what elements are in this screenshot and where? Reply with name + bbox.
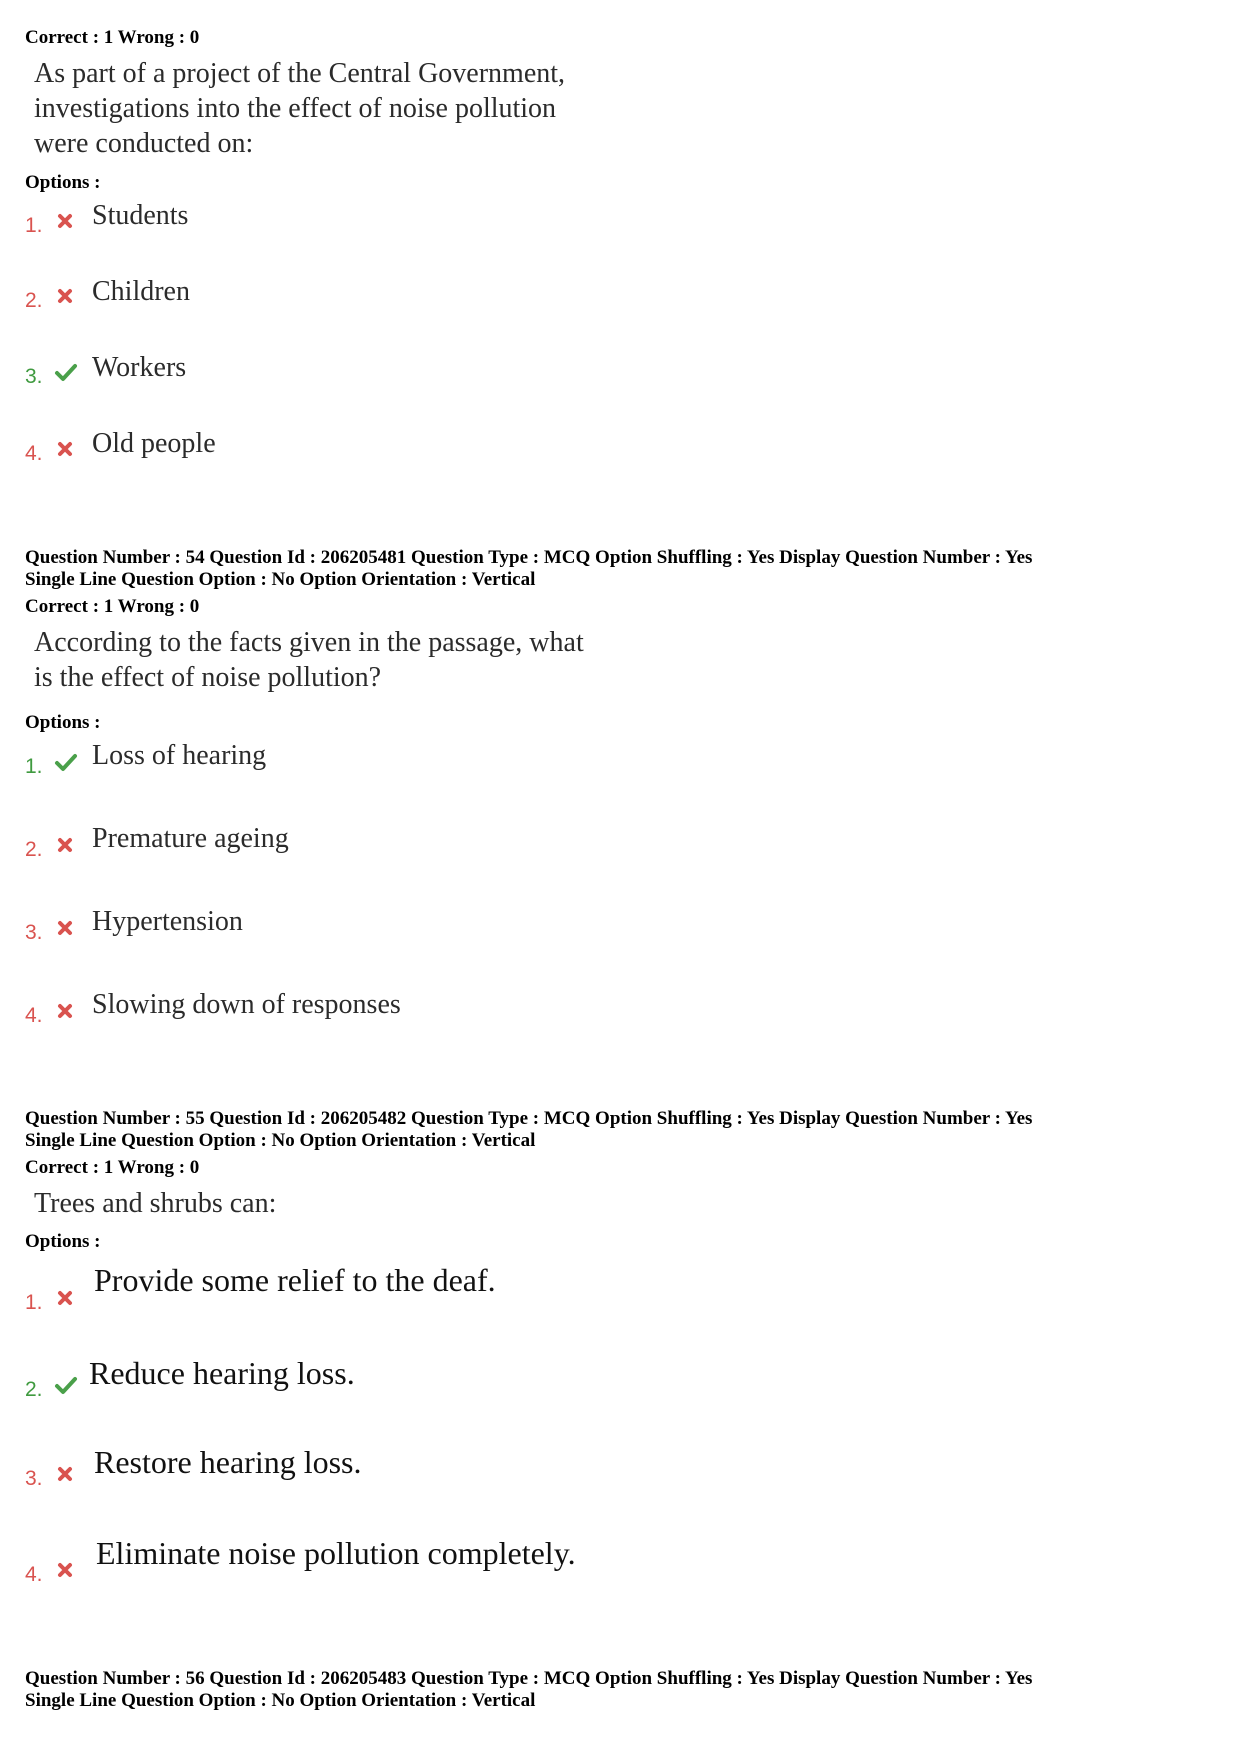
- option-number: 2.: [25, 289, 43, 312]
- option-text: Slowing down of responses: [92, 989, 401, 1020]
- option-text: Children: [92, 276, 190, 307]
- option-number: 4.: [25, 1004, 43, 1027]
- option-number: 4.: [25, 442, 43, 465]
- option-item: [25, 989, 925, 1033]
- option-text: Workers: [92, 352, 187, 383]
- option-item: [25, 1444, 925, 1488]
- cross-icon: [54, 285, 76, 307]
- cross-icon: [54, 1287, 76, 1309]
- option-text: Old people: [92, 428, 216, 459]
- option-text: Provide some relief to the deaf.: [94, 1262, 496, 1298]
- option-item: [25, 1355, 925, 1399]
- option-number: 3.: [25, 1467, 43, 1490]
- question-text-line: were conducted on:: [34, 128, 254, 159]
- cross-icon: [54, 834, 76, 856]
- options-label: Options :: [25, 172, 101, 193]
- option-text: Loss of hearing: [92, 740, 267, 771]
- option-item: [25, 740, 925, 784]
- option-item: [25, 276, 925, 320]
- option-text: Students: [92, 200, 189, 231]
- question-meta-line: Single Line Question Option : No Option Orientation : Vertical: [25, 1130, 536, 1151]
- option-number: 1.: [25, 1291, 43, 1314]
- option-item: [25, 906, 925, 950]
- option-item: [25, 428, 925, 472]
- option-number: 4.: [25, 1563, 43, 1586]
- option-number: 1.: [25, 214, 43, 237]
- option-item: [25, 1535, 925, 1586]
- question-meta-line: Single Line Question Option : No Option Orientation : Vertical: [25, 1690, 536, 1711]
- option-item: [25, 352, 925, 396]
- options-label: Options :: [25, 1231, 101, 1252]
- option-item: [25, 823, 925, 867]
- option-text: Reduce hearing loss.: [89, 1355, 355, 1391]
- option-number: 1.: [25, 755, 43, 778]
- option-number: 3.: [25, 921, 43, 944]
- cross-icon: [54, 438, 76, 460]
- option-number: 2.: [25, 1378, 43, 1401]
- question-meta-line: Single Line Question Option : No Option Orientation : Vertical: [25, 569, 536, 590]
- option-number: 3.: [25, 365, 43, 388]
- question-meta-line: Question Number : 56 Question Id : 206205483 Question Type : MCQ Option Shuffling : Yes Display Question Number : Yes: [25, 1668, 1033, 1689]
- option-text: Eliminate noise pollution completely.: [96, 1535, 576, 1571]
- question-text-line: According to the facts given in the passage, what: [34, 627, 584, 658]
- score-line: Correct : 1 Wrong : 0: [25, 1157, 200, 1178]
- check-icon: [54, 361, 76, 383]
- question-text-line: Trees and shrubs can:: [34, 1188, 277, 1219]
- option-text: Restore hearing loss.: [94, 1444, 362, 1480]
- cross-icon: [54, 210, 76, 232]
- option-item: [25, 1262, 925, 1314]
- question-meta-line: Question Number : 54 Question Id : 206205481 Question Type : MCQ Option Shuffling : Yes Display Question Number : Yes: [25, 547, 1033, 568]
- check-icon: [54, 751, 76, 773]
- cross-icon: [54, 1000, 76, 1022]
- cross-icon: [54, 1463, 76, 1485]
- cross-icon: [54, 1559, 76, 1581]
- score-line: Correct : 1 Wrong : 0: [25, 596, 200, 617]
- question-meta-line: Question Number : 55 Question Id : 206205482 Question Type : MCQ Option Shuffling : Yes Display Question Number : Yes: [25, 1108, 1033, 1129]
- option-text: Hypertension: [92, 906, 243, 937]
- options-label: Options :: [25, 712, 101, 733]
- question-text-line: investigations into the effect of noise pollution: [34, 93, 557, 124]
- option-item: [25, 200, 925, 244]
- question-text-line: As part of a project of the Central Government,: [34, 58, 566, 89]
- question-text-line: is the effect of noise pollution?: [34, 662, 382, 693]
- option-number: 2.: [25, 838, 43, 861]
- cross-icon: [54, 917, 76, 939]
- check-icon: [54, 1374, 76, 1396]
- option-text: Premature ageing: [92, 823, 289, 854]
- score-line: Correct : 1 Wrong : 0: [25, 27, 200, 48]
